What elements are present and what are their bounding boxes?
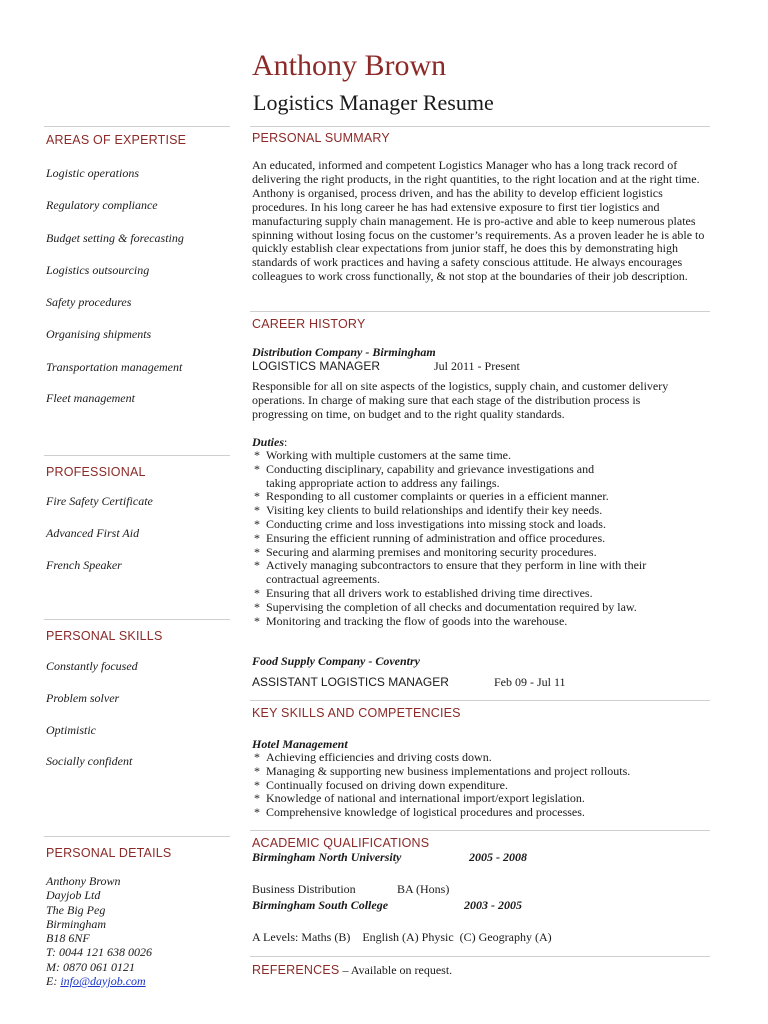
skill-item: Constantly focused [46, 659, 138, 673]
sidebar-divider [44, 126, 230, 127]
school2-dates: 2003 - 2005 [464, 898, 522, 912]
duty-item: * Ensuring that all drivers work to established driving time directives. [252, 587, 692, 601]
school2-name: Birmingham South College [252, 898, 389, 912]
detail-line: Dayjob Ltd [46, 888, 101, 903]
duty-item: * Actively managing subcontractors to ensure that they perform in line with their contractual agreements. [252, 559, 692, 587]
job1-company: Distribution Company - Birmingham [252, 345, 436, 359]
email-prefix: E: [46, 974, 61, 989]
a-levels: A Levels: Maths (B) English (A) Physic (C) Geography (A) [252, 930, 552, 944]
school1-dates: 2005 - 2008 [469, 850, 527, 864]
job2-role: ASSISTANT LOGISTICS MANAGER [252, 675, 449, 689]
professional-item: French Speaker [46, 558, 122, 572]
job2-company: Food Supply Company - Coventry [252, 654, 421, 668]
duties-colon: : [284, 435, 288, 449]
job1-dates: Jul 2011 - Present [434, 359, 520, 373]
references-heading: REFERENCES [252, 963, 340, 977]
professional-item: Advanced First Aid [46, 526, 140, 540]
sidebar-divider [44, 619, 230, 620]
detail-line: T: 0044 121 638 0026 [46, 945, 153, 960]
job1-description: Responsible for all on site aspects of the logistics, supply chain, and customer delivery operations. In charge of making sure that each stage of the distribution process is progressing on time, on budget and to the right quality standards. [252, 379, 669, 421]
duties-label [252, 435, 287, 449]
duty-item: * Conducting disciplinary, capability and grievance investigations and taking appropriate action to address any failings. [252, 463, 626, 491]
details-heading: PERSONAL DETAILS [46, 846, 172, 860]
detail-line: The Big Peg [46, 902, 106, 917]
main-divider [250, 700, 710, 701]
key-skill-item: * Continually focused on driving down expenditure. [252, 779, 692, 793]
summary-text: An educated, informed and competent Logistics Manager who has a long track record of delivering the right products, in the right quantities, to the right location and at the right time. Anthony is organised, process driven, and has the ability to develop efficient logistics procedures. In his long career he has had extensive exposure to first tier logistics and manufacturing supply chain management. He is pro-active and able to keep numerous plates spinning without losing focus on the customer’s requirements. As a proven leader he is able to quickly establish clear expectations from junior staff, he does this by demonstrating high standards of work practices and having a safety conscious attitude. He always encourages colleagues to work cross functionally, & not stop at the boundaries of their job description. [252, 158, 705, 284]
resume-title: Logistics Manager Resume [253, 90, 494, 115]
job2-dates: Feb 09 - Jul 11 [494, 675, 566, 689]
duty-item: * Visiting key clients to build relationships and identify their key needs. [252, 504, 692, 518]
expertise-item: Logistics outsourcing [46, 263, 150, 277]
main-divider [250, 956, 710, 957]
course-name: Business Distribution [252, 882, 356, 896]
key-skill-item: * Knowledge of national and international import/export legislation. [252, 792, 692, 806]
key-skills-list [252, 751, 692, 820]
main-divider [250, 830, 710, 831]
expertise-item: Transportation management [46, 360, 183, 374]
main-divider [250, 126, 710, 127]
duties-label-text: Duties [252, 435, 285, 449]
references-line [252, 962, 452, 978]
expertise-item: Budget setting & forecasting [46, 231, 184, 245]
expertise-item: Logistic operations [46, 166, 140, 180]
skills-heading: PERSONAL SKILLS [46, 629, 163, 643]
main-divider [250, 311, 710, 312]
career-heading: CAREER HISTORY [252, 317, 366, 331]
professional-heading: PROFESSIONAL [46, 465, 146, 479]
skill-item: Problem solver [46, 691, 120, 705]
references-text: – Available on request. [339, 963, 453, 977]
email-link[interactable]: info@dayjob.com [60, 974, 146, 989]
key-skill-item: * Achieving efficiencies and driving costs down. [252, 751, 692, 765]
expertise-item: Organising shipments [46, 327, 152, 341]
expertise-heading: AREAS OF EXPERTISE [46, 133, 187, 147]
detail-email-line [46, 974, 152, 988]
personal-details [46, 874, 152, 988]
key-skill-item: * Comprehensive knowledge of logistical procedures and processes. [252, 806, 692, 820]
school1-name: Birmingham North University [252, 850, 402, 864]
duty-item: * Responding to all customer complaints or queries in a efficient manner. [252, 490, 692, 504]
detail-line: M: 0870 061 0121 [46, 959, 135, 974]
skill-item: Socially confident [46, 754, 133, 768]
duty-item: * Monitoring and tracking the flow of goods into the warehouse. [252, 615, 692, 629]
key-skills-heading: KEY SKILLS AND COMPETENCIES [252, 706, 461, 720]
detail-line: Birmingham [46, 916, 106, 931]
academic-heading: ACADEMIC QUALIFICATIONS [252, 836, 430, 850]
detail-line: B18 6NF [46, 931, 90, 946]
job1-role: LOGISTICS MANAGER [252, 359, 381, 373]
duty-item: * Conducting crime and loss investigations into missing stock and loads. [252, 518, 692, 532]
expertise-item: Fleet management [46, 391, 135, 405]
sidebar-divider [44, 836, 230, 837]
resume-name: Anthony Brown [252, 49, 447, 82]
skill-item: Optimistic [46, 723, 96, 737]
detail-line: Anthony Brown [46, 874, 121, 888]
summary-heading: PERSONAL SUMMARY [252, 131, 390, 145]
key-skill-item: * Managing & supporting new business implementations and project rollouts. [252, 765, 692, 779]
duty-item: * Ensuring the efficient running of administration and office procedures. [252, 532, 692, 546]
key-skills-subheading: Hotel Management [252, 737, 348, 751]
degree-name: BA (Hons) [397, 882, 450, 896]
professional-item: Fire Safety Certificate [46, 494, 153, 508]
sidebar-divider [44, 455, 230, 456]
duties-list [252, 449, 692, 628]
expertise-item: Safety procedures [46, 295, 132, 309]
duty-item: * Supervising the completion of all checks and documentation required by law. [252, 601, 692, 615]
duty-item: * Working with multiple customers at the same time. [252, 449, 692, 463]
expertise-item: Regulatory compliance [46, 198, 158, 212]
duty-item: * Securing and alarming premises and monitoring security procedures. [252, 546, 692, 560]
